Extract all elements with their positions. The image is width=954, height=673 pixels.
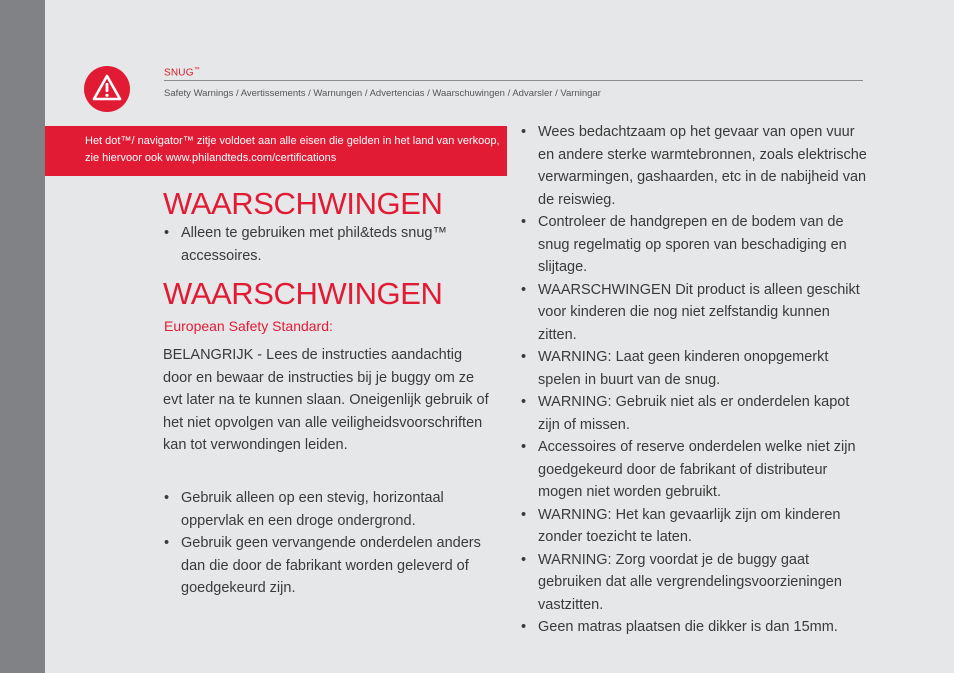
- list-item: • Accessoires of reserve onderdelen welke niet zijn goedgekeurd door de fabrikant of distributeur mogen niet worden gebruikt.: [520, 436, 870, 504]
- section1-list: [163, 222, 483, 267]
- list-item: • WARNING: Het kan gevaarlijk zijn om kinderen zonder toezicht te laten.: [520, 504, 870, 549]
- side-bar: [0, 0, 45, 673]
- list-item: • Geen matras plaatsen die dikker is dan 15mm.: [520, 616, 870, 639]
- list-item: • Wees bedachtzaam op het gevaar van open vuur en andere sterke warmtebronnen, zoals elektrische verwarmingen, gashaarden, etc in de nabijheid van de reiswieg.: [520, 121, 870, 211]
- list-item: • Controleer de handgrepen en de bodem van de snug regelmatig op sporen van beschadiging en slijtage.: [520, 211, 870, 279]
- list-item: • WAARSCHWINGEN Dit product is alleen geschikt voor kinderen die nog niet zelfstandig kunnen zitten.: [520, 279, 870, 347]
- certification-banner: Het dot™/ navigator™ zitje voldoet aan alle eisen die gelden in het land van verkoop, zie hiervoor ook www.philandteds.com/certifications: [45, 126, 507, 176]
- safety-standard-label: European Safety Standard:: [164, 318, 333, 334]
- list-item: • Alleen te gebruiken met phil&teds snug™ accessoires.: [163, 222, 483, 267]
- warning-triangle-icon: [84, 66, 130, 112]
- right-column-list: [520, 121, 870, 639]
- list-item: • Gebruik geen vervangende onderdelen anders dan die door de fabrikant worden geleverd of goedgekeurd zijn.: [163, 532, 508, 600]
- section2-list: [163, 487, 508, 600]
- list-item: • WARNING: Zorg voordat je de buggy gaat gebruiken dat alle vergrendelingsvoorzieningen vastzitten.: [520, 549, 870, 617]
- page-subtitle: Safety Warnings / Avertissements / Warnungen / Advertencias / Waarschuwingen / Advarsler / Varningar: [164, 88, 601, 99]
- header-rule: [164, 80, 863, 81]
- brand-name: SNUG: [164, 67, 194, 79]
- list-item: • WARNING: Gebruik niet als er onderdelen kapot zijn of missen.: [520, 391, 870, 436]
- brand-trademark: ™: [193, 67, 200, 73]
- brand-label: [164, 67, 200, 78]
- important-paragraph: BELANGRIJK - Lees de instructies aandachtig door en bewaar de instructies bij je buggy om ze evt later na te kunnen slaan. Oneigenlijk gebruik of het niet opvolgen van alle veiligheidsvoorschriften kan tot verwondingen leiden.: [163, 347, 489, 453]
- section-heading-2: WAARSCHWINGEN: [163, 276, 443, 311]
- list-item: • WARNING: Laat geen kinderen onopgemerkt spelen in buurt van de snug.: [520, 346, 870, 391]
- section-heading-1: WAARSCHWINGEN: [163, 186, 443, 221]
- list-item: • Gebruik alleen op een stevig, horizontaal oppervlak en een droge ondergrond.: [163, 487, 508, 532]
